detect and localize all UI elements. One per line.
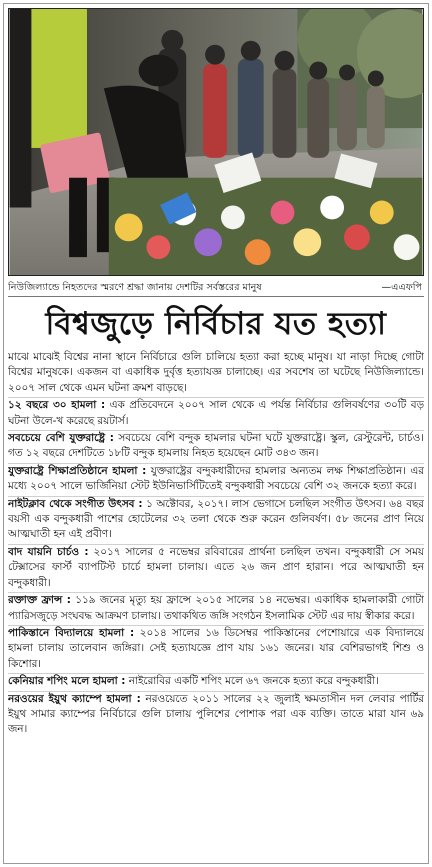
section-paragraph	[8, 464, 424, 497]
memorial-photo	[8, 8, 424, 276]
section-heading: রক্তাক্ত ফ্রান্স :	[8, 594, 71, 607]
section-paragraph	[8, 398, 424, 431]
section-heading: বাদ যায়নি চার্চও :	[8, 545, 89, 558]
section-paragraph	[8, 626, 424, 674]
section-heading: সবচেয়ে বেশি যুক্তরাষ্ট্রে :	[8, 432, 114, 445]
section-text: ২০১৭ সালের ৫ নভেম্বর রবিবারের প্রার্থনা চলছিল তখন। বন্দুকধারী সে সময় টেক্সাসের ফার্স্ট ব্যাপটিস্ট চার্চে হামলা চালায়। এতে ২৬ জন প্রাণ হারান। পরে আত্মঘাতী হন বন্দুকধারী।	[8, 545, 424, 589]
section-text: নাইরোবির একটি শপিং মলে ৬৭ জনকে হত্যা করে বন্দুকধারী।	[128, 675, 379, 688]
section-text: সবচেয়ে বেশি বন্দুক হামলার ঘটনা ঘটে যুক্তরাষ্ট্রে। স্কুল, রেস্টুরেন্ট, চার্চও। গত ১২ বছরে দেশটিতে ১৮টি বন্দুক হামলায় নিহত হয়েছেন মোট ৩৪৩ জন।	[8, 432, 424, 460]
section-heading: পাকিস্তানে বিদ্যালয়ে হামলা :	[8, 626, 135, 639]
intro-paragraph	[8, 350, 424, 398]
section-heading: ১২ বছরে ৩০ হামলা :	[8, 399, 106, 412]
section-heading: যুক্তরাষ্ট্রে শিক্ষাপ্রতিষ্ঠানে হামলা :	[8, 464, 147, 477]
section-text: ২০১৪ সালের ১৬ ডিসেম্বর পাকিস্তানের পেশোয়ারে এক বিদ্যালয়ে হামলা চালায় তালেবান জঙ্গিরা। সেই হত্যাযজ্ঞে প্রাণ যায় ১৬১ জনের। যার বেশিরভাগই শিশু ও কিশোর।	[8, 626, 424, 670]
article-body	[8, 350, 424, 862]
section-heading: নাইটক্লাব থেকে সংগীত উৎসব :	[8, 497, 143, 510]
section-heading: নরওয়ের ইয়ুথ ক্যাম্পে হামলা :	[8, 692, 141, 705]
headline: বিশ্বজুড়ে নির্বিচার যত হত্যা	[45, 306, 387, 342]
caption-text: নিউজিল্যান্ডে নিহতদের স্মরণে শ্রদ্ধা জানায় দেশটির সর্বস্তরের মানুষ	[8, 282, 262, 293]
section-paragraph	[8, 431, 424, 464]
section-paragraph	[8, 692, 424, 739]
photo-caption	[8, 279, 424, 297]
section-paragraph	[8, 593, 424, 626]
section-paragraph	[8, 674, 424, 691]
section-text: ১ অক্টোবর, ২০১৭। লাস ভেগাসে চলছিল সংগীত উৎসব। ৬৪ বছর বয়সী এক বন্দুকধারী পাশের হোটেলের ৩২ তলা থেকে শুরু করেন গুলিবর্ষণ। ৫৮ জনের প্রাণ নিয়ে আত্মঘাতী হন এই প্রবীণ।	[8, 497, 424, 541]
memorial-photo-illustration	[9, 9, 423, 275]
section-paragraph	[8, 545, 424, 593]
section-heading: কেনিয়ার শপিং মলে হামলা :	[8, 675, 126, 688]
photo-credit: —এএফপি	[381, 282, 422, 293]
section-text: যুক্তরাষ্ট্রের বন্দুকধারীদের হামলার অন্যতম লক্ষ শিক্ষাপ্রতিষ্ঠান। এর মধ্যে ২০০৭ সালে ভার্জিনিয়া স্টেট ইউনিভার্সিটিতেই বন্দুকধারী সবচেয়ে বেশি ৩২ জনকে হত্যা করে।	[8, 464, 424, 493]
section-paragraph	[8, 497, 424, 545]
intro-text: মাঝে মাঝেই বিশ্বের নানা স্থানে নির্বিচারে গুলি চালিয়ে হত্যা করা হচ্ছে মানুষ। যা নাড়া দিচ্ছে গোটা বিশ্বের মানুষকে। একজন বা একাধিক দুর্বৃত্ত হত্যাযজ্ঞ চালাচ্ছে। এর সবশেষ তা ঘটেছে নিউজিল্যান্ডে। ২০০৭ সাল থেকে এমন ঘটনা ক্রমশ বাড়ছে।	[8, 351, 424, 394]
section-text: ১১৯ জনের মৃত্যু হয় ফ্রান্সে ২০১৫ সালের ১৪ নভেম্বর। একাধিক হামলাকারী গোটা প্যারিসজুড়ে সংঘবদ্ধ আক্রমণ চালায়। তথাকথিত জঙ্গি সংগঠন ইসলামিক স্টেট এর দায় স্বীকার করে।	[8, 594, 424, 622]
section-text: এক প্রতিবেদনে ২০০৭ সাল থেকে এ পর্যন্ত নির্বিচার গুলিবর্ষণের ৩০টি বড় ঘটনা উলে-খ করেছে রয়টার্স।	[8, 399, 424, 427]
section-text: নরওয়েতে ২০১১ সালের ২২ জুলাই ক্ষমতাসীন দল লেবার পার্টির ইয়ুথ সামার ক্যাম্পের নির্বিচারে গুলি চালায় পুলিশের পোশাক পরা এক ব্যক্তি। তাতে মারা যান ৬৯ জন।	[8, 692, 424, 736]
